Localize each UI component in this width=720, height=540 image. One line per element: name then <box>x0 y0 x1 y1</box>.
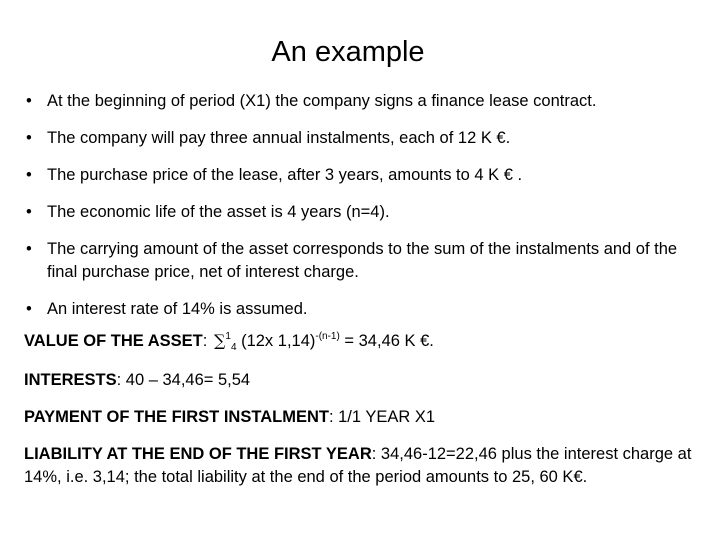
payment-label: PAYMENT OF THE FIRST INSTALMENT <box>24 408 329 426</box>
bullet-dot-icon: • <box>26 129 32 147</box>
liability-text: : 34,46-12=22,46 plus the interest charge at 14%, i.e. 3,14; the total liability at the end of the period amounts to 25, 60 K€. <box>24 445 692 486</box>
bullet-item <box>24 298 696 321</box>
bullet-list <box>24 90 696 321</box>
bullet-dot-icon: • <box>26 203 32 221</box>
formula-exponent: -(n-1) <box>315 331 340 342</box>
payment-line <box>24 406 696 429</box>
interests-line <box>24 369 696 392</box>
bullet-item <box>24 164 696 187</box>
bullet-text: The company will pay three annual instalments, each of 12 K €. <box>47 129 511 147</box>
sigma-icon: ∑ <box>213 331 226 350</box>
bullet-dot-icon: • <box>26 240 32 258</box>
slide-content <box>24 90 696 503</box>
sigma-subscript: 4 <box>230 342 237 353</box>
formula-result: = 34,46 K €. <box>339 332 434 350</box>
interests-text: : 40 – 34,46= 5,54 <box>116 371 251 389</box>
bullet-dot-icon: • <box>26 92 32 110</box>
bullet-text: The purchase price of the lease, after 3 years, amounts to 4 K € . <box>47 166 523 184</box>
bullet-item <box>24 201 696 224</box>
formula-main: (12x 1,14) <box>236 332 316 350</box>
value-of-asset-label: VALUE OF THE ASSET <box>24 332 203 350</box>
bullet-item <box>24 238 696 284</box>
liability-line <box>24 443 696 489</box>
bullet-text: At the beginning of period (X1) the company signs a finance lease contract. <box>47 92 597 110</box>
interests-label: INTERESTS <box>24 371 117 389</box>
bullet-text: The economic life of the asset is 4 years (n=4). <box>47 203 390 221</box>
payment-text: : 1/1 YEAR X1 <box>328 408 436 426</box>
value-of-asset-line <box>24 329 696 355</box>
sigma-superscript: 1 <box>225 331 231 342</box>
liability-label: LIABILITY AT THE END OF THE FIRST YEAR <box>24 445 372 463</box>
bullet-text: An interest rate of 14% is assumed. <box>47 300 308 318</box>
bullet-item <box>24 127 696 150</box>
bullet-dot-icon: • <box>26 300 32 318</box>
bullet-dot-icon: • <box>26 166 32 184</box>
value-of-asset-colon: : <box>202 332 208 350</box>
slide-title: An example <box>271 36 425 68</box>
bullet-item <box>24 90 696 113</box>
bullet-text: The carrying amount of the asset corresponds to the sum of the instalments and of the final purchase price, net of interest charge. <box>47 240 678 281</box>
